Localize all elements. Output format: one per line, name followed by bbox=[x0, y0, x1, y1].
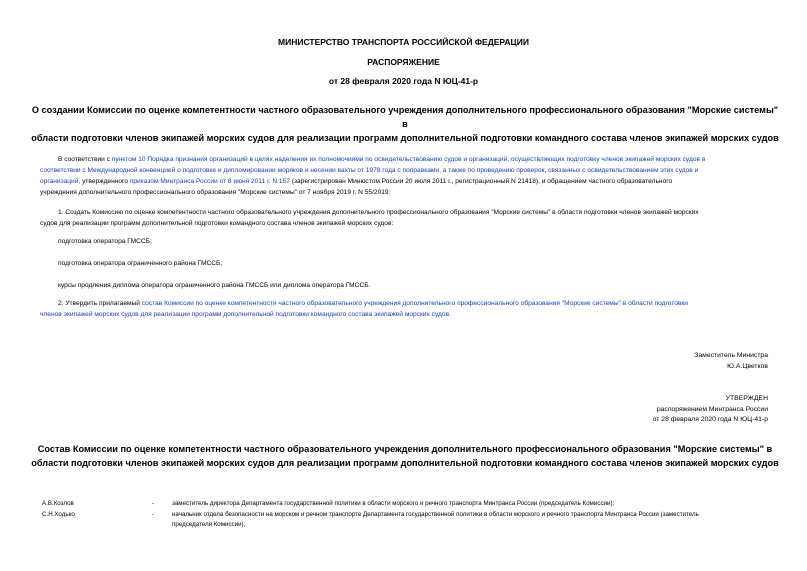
document-date: от 28 февраля 2020 года N ЮЦ-41-р bbox=[328, 76, 479, 86]
program-item: подготовка оператора ГМССБ; bbox=[58, 238, 152, 245]
item-1-line-1: 1. Создать Комиссию по оценке компетентности частного образовательного учреждения дополнительного профессионального образования "Морские системы" в области подготовки членов экипажей морских bbox=[58, 209, 699, 216]
member-description bbox=[172, 499, 765, 509]
item-1-line-2: судов для реализации программ дополнительной подготовки командного состава членов экипажей морских судов: bbox=[40, 220, 394, 227]
signatory-position: Заместитель Министра bbox=[694, 352, 768, 359]
ministry-heading: МИНИСТЕРСТВО ТРАНСПОРТА РОССИЙСКОЙ ФЕДЕРАЦИИ bbox=[278, 37, 529, 47]
order-link[interactable]: пунктом 10 Порядка признания организаций в целях наделения их полномочиями по освидетельствованию судов и организаций, осуществляющих подготовку членов экипажей морских судов в bbox=[111, 156, 706, 163]
member-name: А.В.Козлов bbox=[42, 500, 74, 507]
order-link-continued[interactable]: соответствии с Международной конвенцией о подготовке и дипломировании моряков и несении вахты от 1978 года с поправками, а также по проведению проверок, связанных с освидетельствованием этих судов и bbox=[40, 167, 699, 174]
member-dash: - bbox=[152, 511, 155, 518]
member-description-line-1: начальник отдела безопасности на морском и речном транспорте Департамента государственной политики в области морского и речного транспорта Минтранса России (заместитель bbox=[172, 511, 699, 518]
item-2-paragraph bbox=[40, 298, 766, 320]
document-title-line-1: О создании Комиссии по оценке компетентности частного образовательного учреждения дополнительного профессионального образования "Морские системы" в bbox=[31, 105, 779, 129]
item-2-text: 2. Утвердить прилагаемый bbox=[58, 300, 142, 307]
signatory-name: Ю.А.Цветков bbox=[727, 362, 768, 370]
program-item: подготовка оператора ограниченного района ГМССБ; bbox=[58, 260, 223, 267]
preamble-line-3 bbox=[40, 176, 766, 187]
preamble-line-4: учреждения дополнительного профессионального образования "Морские системы" от 7 ноября 2019 г. N 55/2019: bbox=[40, 189, 391, 196]
approval-label: УТВЕРЖДЕН bbox=[725, 395, 768, 402]
preamble-line-2 bbox=[40, 165, 766, 176]
order-link-end[interactable]: организаций, bbox=[40, 178, 81, 185]
preamble-paragraph bbox=[40, 154, 766, 198]
approval-block bbox=[653, 394, 768, 426]
composition-title-line-2: области подготовки членов экипажей морских судов для реализации программ дополнительной подготовки командного состава членов экипажей морских судов bbox=[31, 458, 779, 468]
document-title-line-2: области подготовки членов экипажей морских судов для реализации программ дополнительной подготовки командного состава членов экипажей морских судов bbox=[31, 133, 779, 143]
composition-title bbox=[30, 442, 780, 470]
approval-line-2: распоряжением Минтранса России bbox=[656, 405, 768, 413]
signature-block bbox=[694, 351, 768, 372]
member-name: С.Н.Ходько bbox=[42, 511, 75, 518]
member-dash: - bbox=[152, 500, 155, 507]
preamble-text: утвержденного bbox=[80, 178, 130, 185]
member-row bbox=[0, 510, 807, 534]
preamble-text: В соответствии с bbox=[58, 156, 112, 163]
composition-title-line-1: Состав Комиссии по оценке компетентности частного образовательного учреждения дополнительного профессионального образования "Морские системы" в bbox=[37, 444, 773, 454]
composition-link[interactable]: состав Комиссии по оценке компетентности частного образовательного учреждения дополнительного профессионального образования "Морские системы" в области подготовки bbox=[141, 300, 688, 307]
member-description-line-1: заместитель директора Департамента государственной политики в области морского и речного транспорта Минтранса России (председатель Комиссии); bbox=[172, 500, 615, 507]
preamble-text: (зарегистрирован Минюстом России 20 июля 2011 г., регистрационный N 21418), и обращением частного образовательного bbox=[289, 178, 673, 185]
document-type: РАСПОРЯЖЕНИЕ bbox=[367, 57, 440, 67]
approval-line-3: от 28 февраля 2020 года N ЮЦ-41-р bbox=[652, 416, 768, 423]
item-2-line-1 bbox=[40, 298, 766, 309]
member-description-line-2: председателя Комиссии); bbox=[172, 520, 246, 528]
item-1-paragraph bbox=[40, 207, 766, 229]
composition-link-continued[interactable]: членов экипажей морских судов для реализации программ дополнительной подготовки командного состава экипажей морских судов. bbox=[40, 311, 451, 318]
document-title bbox=[30, 103, 780, 145]
program-item: курсы продления диплома оператора ограниченного района ГМССБ или диплома оператора ГМССБ. bbox=[58, 282, 371, 289]
item-2-line-2 bbox=[40, 309, 766, 320]
member-description bbox=[172, 510, 765, 530]
preamble-line-1 bbox=[40, 154, 766, 165]
ministry-order-link[interactable]: приказом Минтранса России от 8 июня 2011 г. N 157 bbox=[129, 178, 290, 185]
